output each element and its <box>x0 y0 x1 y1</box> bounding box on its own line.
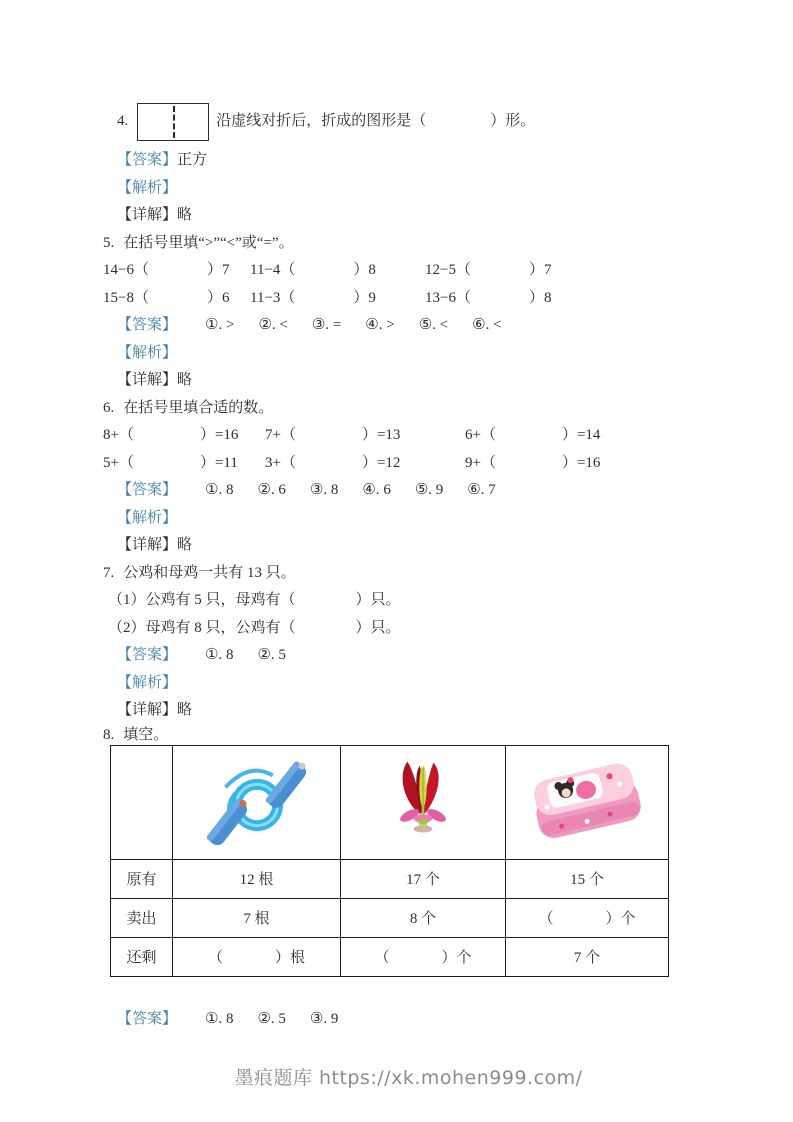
equation: 5+（ ）=11 <box>103 454 238 471</box>
site-watermark: 墨痕题库 https://xk.mohen999.com/ <box>234 1067 583 1089</box>
analysis-label: 【解析】 <box>117 674 178 691</box>
question-4-number: 4. <box>117 113 129 129</box>
question-8-number: 8. <box>103 726 115 743</box>
answer-item: ②. 5 <box>257 647 286 663</box>
equation: 7+（ ）=13 <box>265 427 401 443</box>
answer-item: ③. = <box>311 317 342 333</box>
equation: 12−5（ ）7 <box>425 262 552 278</box>
answer-item: ⑥. 7 <box>467 482 496 498</box>
question-5-equation-row-2 <box>0 285 793 313</box>
equation: 8+（ ）=16 <box>103 427 239 443</box>
analysis-label: 【解析】 <box>117 344 178 361</box>
equation: 11−3（ ）9 <box>250 289 376 306</box>
question-6-title: 在括号里填合适的数。 <box>123 399 274 416</box>
question-6-equation-row-2 <box>0 450 793 478</box>
question-5-equation-row-1 <box>0 257 793 285</box>
equation: 15−8（ ）6 <box>103 289 230 306</box>
pencil-case-cell <box>506 745 669 859</box>
row-label: 卖出 <box>111 898 173 937</box>
answer-item: ②. 5 <box>257 1010 286 1027</box>
question-7 <box>0 560 793 588</box>
question-5-analysis-line <box>0 340 793 368</box>
answer-items <box>205 477 496 505</box>
answer-label: 【答案】 <box>117 1010 178 1027</box>
answer-items <box>205 1006 338 1034</box>
equation: 14−6（ ）7 <box>103 262 230 278</box>
question-6 <box>0 395 793 423</box>
table-row-sold <box>111 898 669 937</box>
equation: 13−6（ ）8 <box>425 289 552 306</box>
equation: 6+（ ）=14 <box>465 427 601 443</box>
shuttlecock-cell <box>341 745 506 859</box>
answer-item: ④. 6 <box>362 482 391 498</box>
table-cell: （ ）个 <box>341 937 506 976</box>
answer-item: ⑤. 9 <box>414 482 444 498</box>
table-row-original <box>111 859 669 898</box>
question-6-analysis-line <box>0 505 793 533</box>
table-cell: 7 根 <box>173 898 341 937</box>
detail-value: 略 <box>177 372 193 388</box>
table-row-left <box>111 937 669 976</box>
question-4-detail-line <box>0 202 793 230</box>
answer-item: ①. 8 <box>205 482 234 498</box>
table-cell: （ ）根 <box>173 937 341 976</box>
detail-value: 略 <box>177 207 193 223</box>
answer-item: ⑤. < <box>418 317 449 333</box>
question-7-sub-2: （2）母鸡有 8 只，公鸡有（ ）只。 <box>108 619 401 636</box>
empty-corner-cell <box>111 745 173 859</box>
detail-label: 【详解】 <box>117 207 178 223</box>
table-cell: 17 个 <box>341 859 506 898</box>
answer-value: 正方 <box>177 152 208 168</box>
row-label: 原有 <box>111 859 173 898</box>
question-7-title: 公鸡和母鸡一共有 13 只。 <box>123 564 296 581</box>
question-7-answer-line <box>0 642 793 670</box>
question-6-number: 6. <box>103 399 115 416</box>
table-cell: 12 根 <box>173 859 341 898</box>
question-4 <box>0 95 793 147</box>
question-4-answer-line <box>0 147 793 175</box>
detail-value: 略 <box>177 702 193 718</box>
question-4-text-left: 沿虚线对折后，折成的图形是（ <box>216 113 427 129</box>
question-5 <box>0 230 793 258</box>
question-6-equation-row-1 <box>0 422 793 450</box>
question-6-detail-line <box>0 532 793 560</box>
answer-label: 【答案】 <box>117 317 178 333</box>
jump-rope-cell <box>173 745 341 859</box>
worksheet-content <box>0 95 793 1033</box>
equation: 3+（ ）=12 <box>265 454 401 471</box>
answer-items <box>205 312 502 340</box>
pencil-case-icon <box>527 758 647 848</box>
question-7-detail-line <box>0 697 793 725</box>
answer-items <box>205 642 286 670</box>
analysis-label: 【解析】 <box>117 509 178 526</box>
jump-rope-icon <box>198 751 316 855</box>
table-cell: 7 个 <box>506 937 669 976</box>
question-7-sub-1: （1）公鸡有 5 只，母鸡有（ ）只。 <box>108 592 401 608</box>
answer-label: 【答案】 <box>117 482 178 498</box>
table-cell: （ ）个 <box>506 898 669 937</box>
question-4-analysis-line <box>0 175 793 203</box>
equation: 11−4（ ）8 <box>250 262 376 278</box>
answer-item: ②. 6 <box>257 482 286 498</box>
answer-item: ②. < <box>258 317 288 333</box>
shuttlecock-icon <box>394 755 452 851</box>
question-8 <box>0 725 793 745</box>
answer-item: ⑥. < <box>472 317 502 333</box>
question-5-answer-line <box>0 312 793 340</box>
table-cell: 15 个 <box>506 859 669 898</box>
answer-item: ③. 8 <box>309 482 339 498</box>
answer-item: ①. > <box>205 317 235 333</box>
detail-label: 【详解】 <box>117 537 178 553</box>
question-6-answer-line <box>0 477 793 505</box>
answer-item: ①. 8 <box>205 647 234 663</box>
detail-label: 【详解】 <box>117 372 178 388</box>
equation: 9+（ ）=16 <box>465 454 601 471</box>
question-5-number: 5. <box>103 234 115 251</box>
analysis-label: 【解析】 <box>117 179 178 196</box>
fill-in-table <box>110 745 669 977</box>
table-cell: 8 个 <box>341 898 506 937</box>
question-8-title: 填空。 <box>123 726 169 743</box>
answer-item: ④. > <box>365 317 395 333</box>
question-7-number: 7. <box>103 564 115 581</box>
answer-label: 【答案】 <box>117 647 178 663</box>
detail-label: 【详解】 <box>117 702 178 718</box>
question-5-title: 在括号里填“>”“<”或“=”。 <box>123 234 294 251</box>
fold-rectangle-figure <box>137 103 209 141</box>
question-4-text-right: ）形。 <box>490 113 536 129</box>
question-8-answer-line <box>0 1006 793 1034</box>
answer-item: ①. 8 <box>205 1010 234 1027</box>
detail-value: 略 <box>177 537 193 553</box>
dashed-fold-line <box>173 106 175 138</box>
answer-item: ③. 9 <box>309 1010 339 1027</box>
question-7-analysis-line <box>0 670 793 698</box>
row-label: 还剩 <box>111 937 173 976</box>
table-header-row <box>111 745 669 859</box>
question-5-detail-line <box>0 367 793 395</box>
answer-label: 【答案】 <box>117 152 178 168</box>
